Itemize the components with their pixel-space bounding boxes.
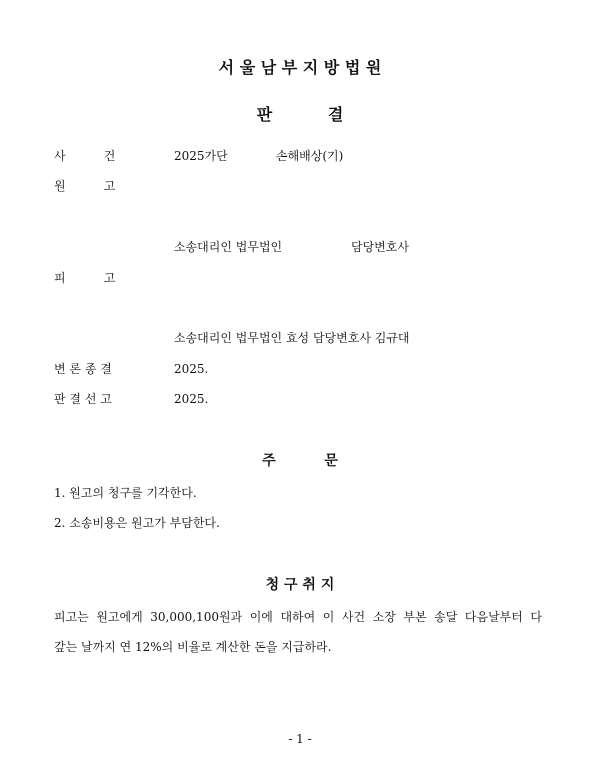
plaintiff-representative: 소송대리인 법무법인 <box>174 240 283 254</box>
case-label: 사 건 <box>54 149 116 163</box>
defendant-label: 피 고 <box>54 271 116 285</box>
order-item: 2. 소송비용은 원고가 부담한다. <box>54 516 220 530</box>
order-heading: 주 문 <box>262 453 338 469</box>
case-name: 손해배상(기) <box>276 149 344 163</box>
order-item: 1. 원고의 청구를 기각한다. <box>54 486 197 500</box>
court-name: 서 울 남 부 지 방 법 원 <box>218 58 382 77</box>
plaintiff-label: 원 고 <box>54 179 116 193</box>
plaintiff-attorney: 담당변호사 <box>351 240 409 254</box>
closing-date: 2025. <box>174 362 209 376</box>
document-title: 판 결 <box>256 105 344 124</box>
claim-heading: 청 구 취 지 <box>265 577 335 593</box>
claim-text-line: 피고는 원고에게 30,000,100원과 이에 대하여 이 사건 소장 부본 송달 다음날부터 다 <box>54 610 542 624</box>
sentence-date: 2025. <box>174 392 209 406</box>
page-number: - 1 - <box>288 732 312 746</box>
sentence-label: 판 결 선 고 <box>54 392 112 406</box>
closing-label: 변 론 종 결 <box>54 362 112 376</box>
claim-text-line: 갚는 날까지 연 12%의 비율로 계산한 돈을 지급하라. <box>54 640 332 654</box>
case-number: 2025가단 <box>174 149 228 163</box>
defendant-representative: 소송대리인 법무법인 효성 담당변호사 김규대 <box>174 331 410 345</box>
